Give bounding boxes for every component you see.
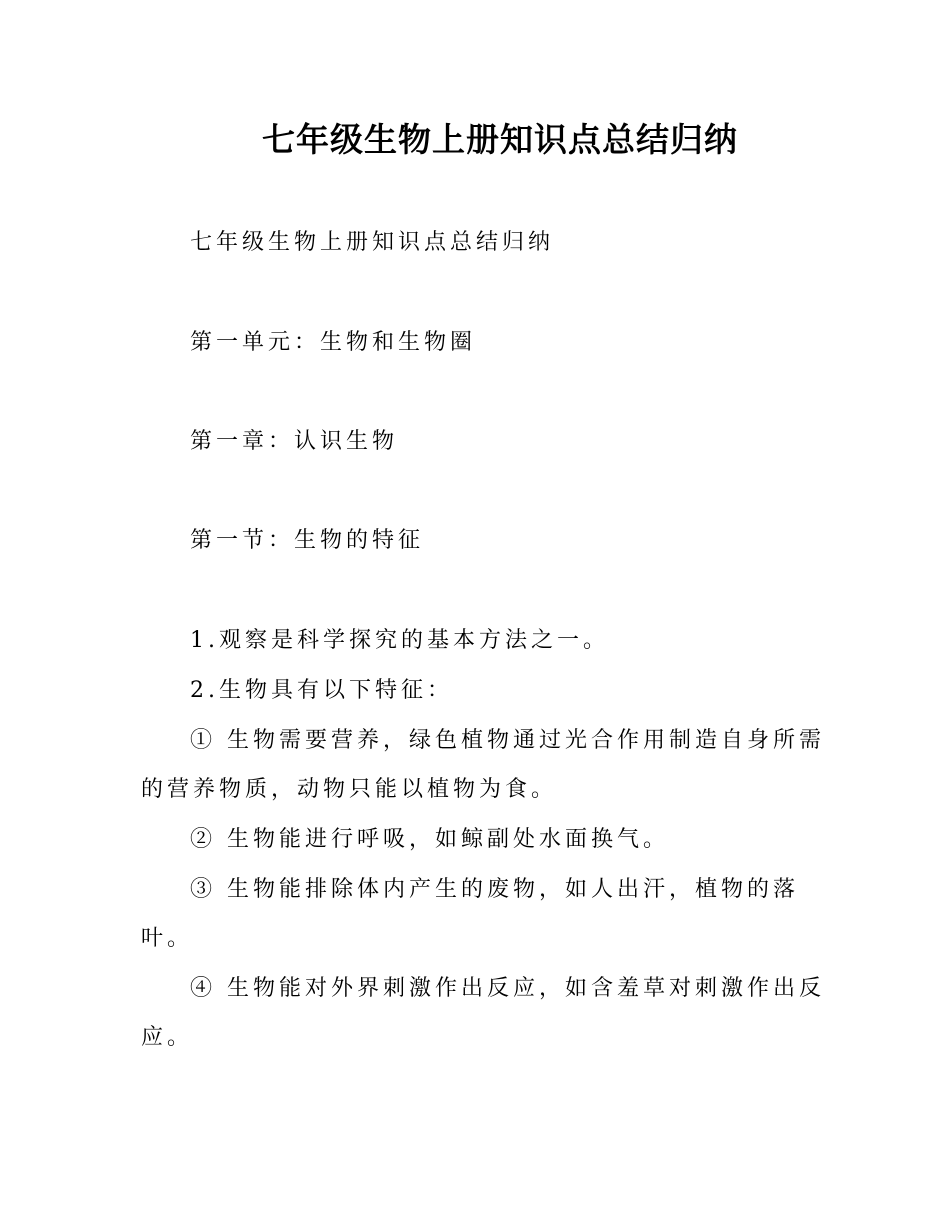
- section-heading: 第一节：生物的特征: [190, 528, 425, 553]
- feature-item-respiration: ② 生物能进行呼吸，如鲸副处水面换气。: [190, 827, 669, 852]
- feature-item-nutrition-line1: ① 生物需要营养，绿色植物通过光合作用制造自身所需: [190, 728, 825, 753]
- chapter-heading: 第一章：认识生物: [190, 429, 399, 454]
- document-subtitle: 七年级生物上册知识点总结归纳: [190, 230, 555, 255]
- paragraph-features-intro: 2.生物具有以下特征：: [190, 678, 453, 703]
- feature-item-stimulus-line2: 应。: [141, 1025, 194, 1050]
- feature-item-excretion-line1: ③ 生物能排除体内产生的废物，如人出汗，植物的落: [190, 877, 799, 902]
- document-title: 七年级生物上册知识点总结归纳: [262, 120, 738, 159]
- feature-item-excretion-line2: 叶。: [141, 926, 194, 951]
- paragraph-observation: 1.观察是科学探究的基本方法之一。: [190, 628, 609, 653]
- feature-item-stimulus-line1: ④ 生物能对外界刺激作出反应，如含羞草对刺激作出反: [190, 976, 825, 1001]
- feature-item-nutrition-line2: 的营养物质，动物只能以植物为食。: [141, 777, 558, 802]
- unit-heading: 第一单元：生物和生物圈: [190, 330, 477, 355]
